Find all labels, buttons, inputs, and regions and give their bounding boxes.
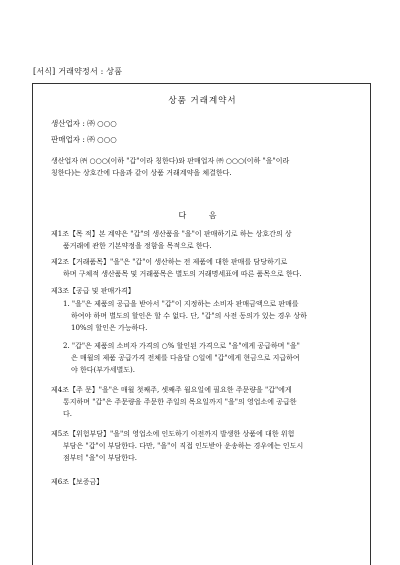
- article-3-title: 제3조【공급 및 판매가격】: [51, 287, 135, 295]
- article-3-2-line-2: 은 매월의 제품 공급가격 전체를 다음달 ○일에 "갑"에게 현금으로 지급하여: [71, 354, 300, 362]
- article-5-line-3: 점부터 "을"이 부담한다.: [63, 454, 137, 462]
- section-heading: 다 음: [178, 211, 227, 220]
- article-5-line-2: 부담은 "갑"이 부담한다. 다만, "을"이 직접 인도받아 운송하는 경우에는 인도시: [63, 442, 304, 450]
- article-5-line-1: 제5조【위험부담】"을"의 영업소에 인도하기 이전까지 발생한 상품에 대한 위험: [51, 430, 295, 438]
- form-label: [서식] 거래약정서 : 상품: [33, 67, 123, 76]
- article-3-1-line-1: 1. "을"은 제품의 공급을 받아서 "갑"이 지정하는 소비자 판매금액으로 판매를: [63, 300, 299, 308]
- article-3-2-line-1: 2. "갑"은 제품의 소비자 가격의 ○% 할인된 가격으로 "을"에게 공급하며 "을": [63, 342, 300, 350]
- intro-line-2: 칭한다)는 상호간에 다음과 같이 상품 거래계약을 체결한다.: [51, 169, 232, 177]
- article-6-title: 제6조【보증금】: [51, 478, 104, 486]
- article-1-line-1: 제1조【목 적】본 계약은 "갑"의 생산품을 "을"이 판매하기로 하는 상호간의 상: [51, 230, 292, 238]
- article-3-1-line-2: 하여야 하며 별도의 할인은 할 수 없다. 단, "갑"의 사전 동의가 있는 경우 상하: [71, 312, 307, 320]
- producer-line: 생산업자 : ㈜ ○○○: [51, 119, 117, 128]
- contract-frame: [32, 83, 371, 565]
- seller-line: 판매업자 : ㈜ ○○○: [51, 135, 117, 144]
- article-4-line-3: 다.: [63, 410, 72, 418]
- article-3-1-line-3: 10%의 할인은 가능하다.: [71, 324, 148, 332]
- article-4-line-2: 통지하며 "갑"은 주문량을 주문한 주일의 목요일까지 "을"의 영업소에 공급한: [63, 398, 297, 406]
- article-1-line-2: 품거래에 관한 기본약정을 정함을 목적으로 한다.: [63, 242, 212, 250]
- article-2-line-2: 하며 구체적 생산품목 및 거래품목은 별도의 거래명세표에 따른 품목으로 한다.: [63, 270, 302, 278]
- article-3-2-line-3: 야 한다(부가세별도).: [71, 366, 136, 374]
- article-2-line-1: 제2조【거래품목】"을"은 "갑"이 생산하는 전 제품에 대한 판매를 담당하기로: [51, 258, 288, 266]
- document-title: 상품 거래계약서: [168, 96, 237, 106]
- article-4-line-1: 제4조【주 문】"을"은 매월 첫째주, 셋째주 월요일에 필요한 주문량을 "갑"에게: [51, 386, 292, 394]
- intro-line-1: 생산업자 ㈜ ○○○(이하 "갑"이라 칭한다)와 판매업자 ㈜ ○○○(이하 "을"이라: [51, 157, 290, 165]
